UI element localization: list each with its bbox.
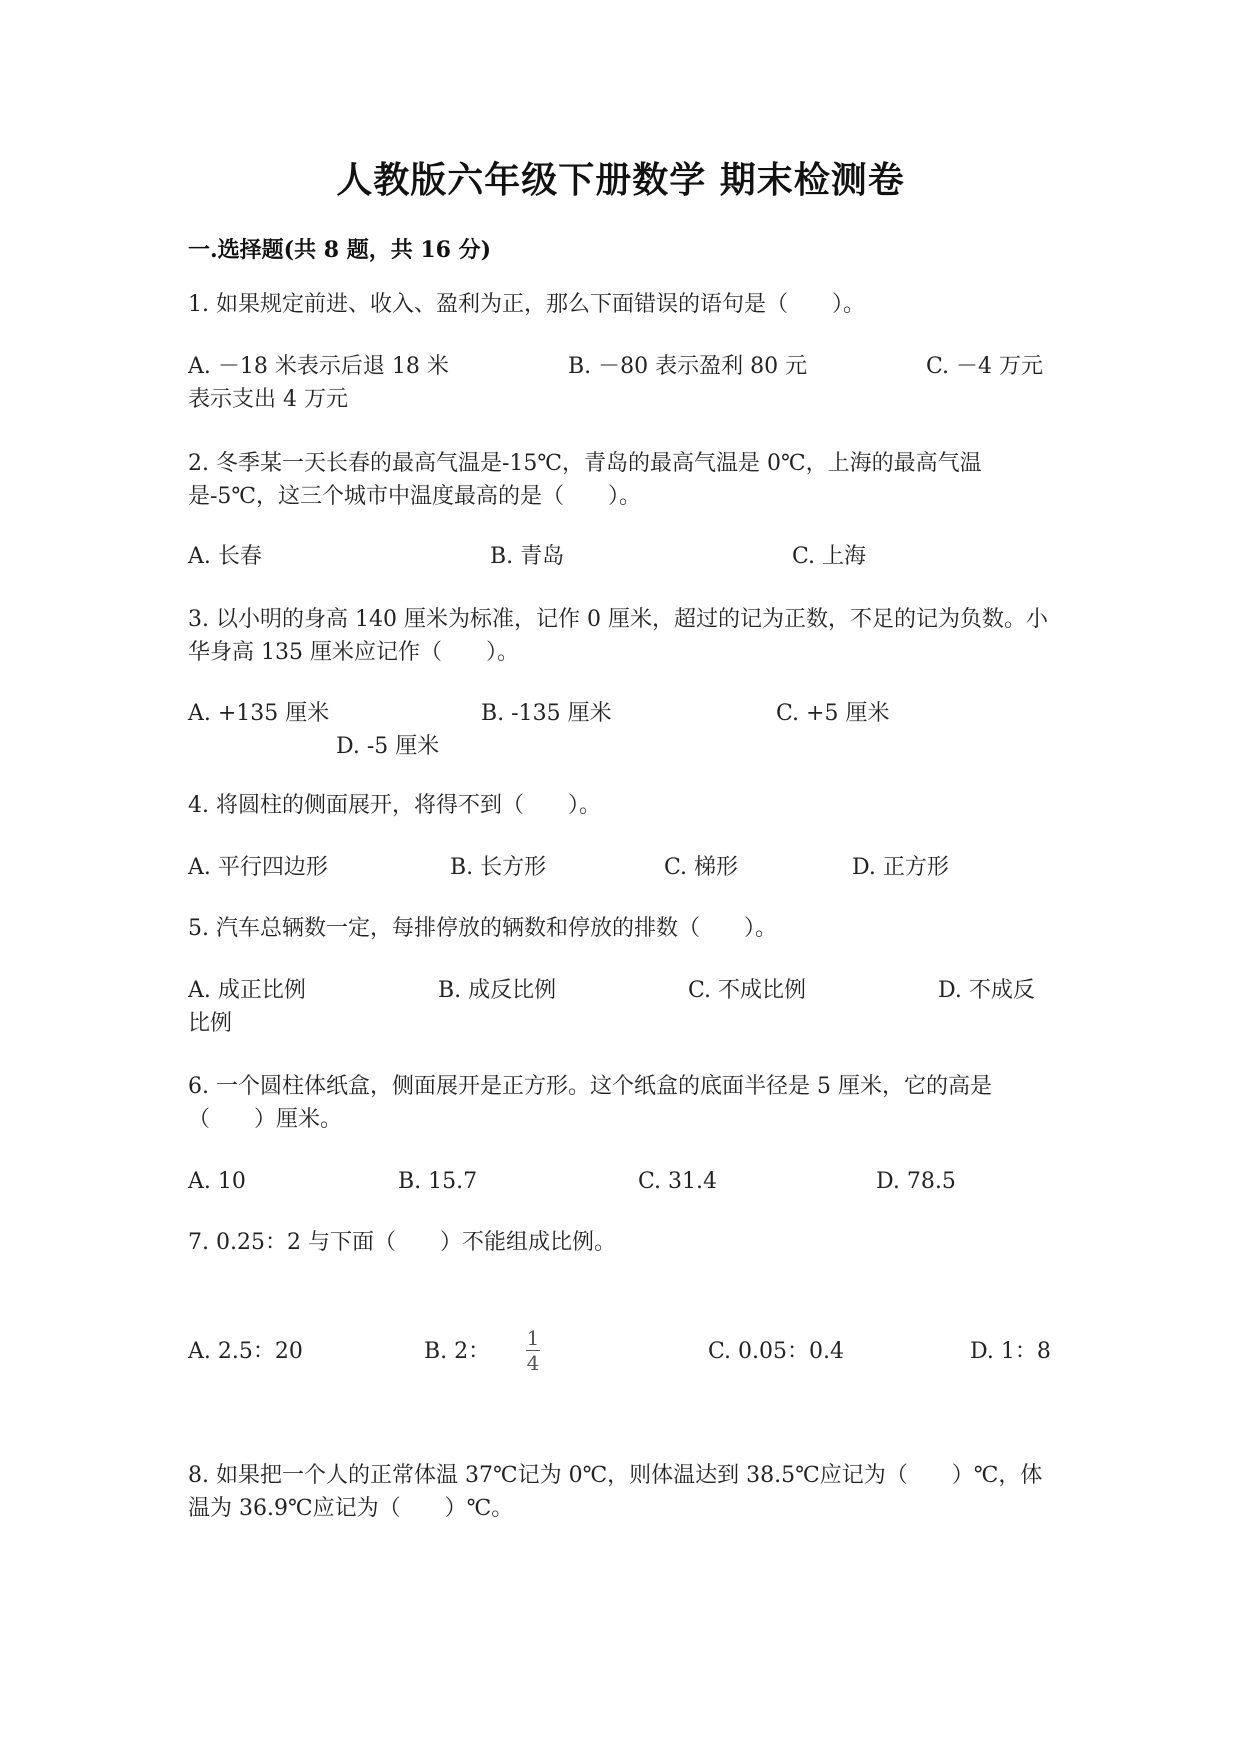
- option-c: C. 不成比例: [688, 978, 807, 1003]
- option-b: B. 长方形: [450, 855, 547, 880]
- question-6-stem: 6. 一个圆柱体纸盒，侧面展开是正方形。这个纸盒的底面半径是 5 厘米，它的高是（ ）厘米。: [188, 1074, 992, 1132]
- option-c: C. +5 厘米: [776, 701, 890, 726]
- question-5-options: [188, 974, 1058, 1040]
- page-title: 人教版六年级下册数学 期末检测卷: [336, 159, 905, 201]
- question-5-stem: 5. 汽车总辆数一定，每排停放的辆数和停放的排数（ ）。: [188, 916, 777, 941]
- option-b: B. 成反比例: [438, 978, 557, 1003]
- question-2-options: [188, 540, 1058, 606]
- section-heading: 一.选择题(共 8 题，共 16 分): [188, 237, 492, 263]
- question-8-stem: 8. 如果把一个人的正常体温 37℃记为 0℃，则体温达到 38.5℃应记为（ ）℃，体温为 36.9℃应记为（ ）℃。: [188, 1463, 1043, 1521]
- question-1-options: [188, 350, 1058, 416]
- fraction-numerator: 1: [526, 1326, 540, 1350]
- option-b: B. 15.7: [398, 1169, 478, 1194]
- question-6-options: [188, 1165, 1058, 1231]
- option-b: B. 青岛: [490, 544, 565, 569]
- option-a: A. 成正比例: [188, 978, 306, 1003]
- option-d: D. 不成反: [938, 978, 1035, 1003]
- question-4-stem: 4. 将圆柱的侧面展开，将得不到（ ）。: [188, 793, 601, 818]
- option-a: A. 平行四边形: [188, 855, 328, 880]
- option-c: C. 0.05：0.4: [708, 1339, 845, 1364]
- option-c: C. －4 万元: [926, 354, 1044, 379]
- question-7-stem: 7. 0.25：2 与下面（ ）不能组成比例。: [188, 1230, 616, 1255]
- question-3-stem: 3. 以小明的身高 140 厘米为标准，记作 0 厘米，超过的记为正数，不足的记为负数。小华身高 135 厘米应记作（ ）。: [188, 607, 1048, 665]
- question-3-options: [188, 697, 1058, 763]
- option-d: D. 78.5: [876, 1169, 956, 1194]
- option-c: C. 31.4: [638, 1169, 718, 1194]
- option-a: A. 2.5：20: [188, 1339, 303, 1364]
- fraction-denominator: 4: [526, 1351, 540, 1375]
- question-4-options: [188, 851, 1058, 917]
- option-a: A. 长春: [188, 544, 262, 569]
- option-d: D. 正方形: [852, 855, 949, 880]
- option-d-continued: 比例: [188, 1011, 233, 1036]
- option-a: A. －18 米表示后退 18 米: [188, 354, 449, 379]
- option-b: B. -135 厘米: [481, 701, 612, 726]
- option-b: B. 2：: [424, 1339, 491, 1364]
- question-1-stem: 1. 如果规定前进、收入、盈利为正，那么下面错误的语句是（ ）。: [188, 292, 865, 317]
- option-c-continued: 表示支出 4 万元: [188, 387, 348, 412]
- option-d: D. 1：8: [970, 1339, 1051, 1364]
- option-a: A. 10: [188, 1169, 246, 1194]
- option-a: A. +135 厘米: [188, 701, 330, 726]
- question-7-options: [188, 1326, 1058, 1401]
- option-d: D. -5 厘米: [336, 734, 440, 759]
- question-2-stem: 2. 冬季某一天长春的最高气温是-15℃，青岛的最高气温是 0℃，上海的最高气温是-5℃，这三个城市中温度最高的是（ ）。: [188, 451, 982, 509]
- option-b: B. －80 表示盈利 80 元: [568, 354, 808, 379]
- fraction-one-quarter: [526, 1327, 540, 1374]
- option-c: C. 上海: [792, 544, 867, 569]
- option-c: C. 梯形: [664, 855, 739, 880]
